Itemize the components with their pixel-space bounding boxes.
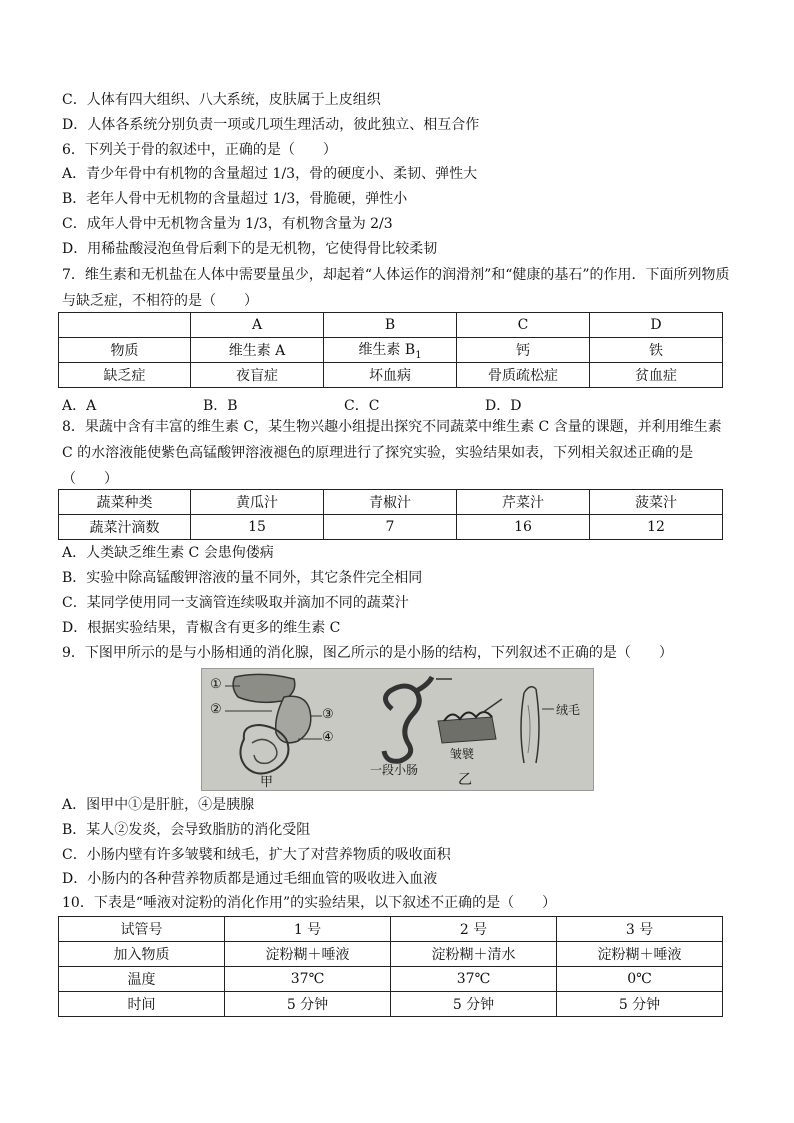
figure-label-segment: 一段小肠 (370, 763, 419, 777)
table-cell: 7 (324, 515, 457, 540)
table-row (59, 313, 723, 338)
vitamin-b-label: 维生素 B (358, 342, 416, 359)
table-row (59, 917, 723, 942)
table-cell: 试管号 (59, 917, 225, 942)
q7-option-d: D．D (485, 398, 522, 414)
table-cell: D (590, 313, 723, 338)
table-cell: 芹菜汁 (457, 490, 590, 515)
q8-option-b: B．实验中除高锰酸钾溶液的量不同外，其它条件完全相同 (62, 570, 423, 586)
q9-option-d: D．小肠内的各种营养物质都是通过毛细血管的吸收进入血液 (62, 871, 438, 887)
q9-option-c: C．小肠内壁有许多皱襞和绒毛，扩大了对营养物质的吸收面积 (62, 847, 451, 863)
table-cell: 菠菜汁 (590, 490, 723, 515)
q10-stem: 10．下表是“唾液对淀粉的消化作用”的实验结果，以下叙述不正确的是（ ） (62, 895, 557, 911)
q7-options (62, 395, 626, 415)
q6-option-c: C．成年人骨中无机物含量为 1/3，有机物含量为 2/3 (62, 216, 393, 232)
table-cell: A (191, 313, 324, 338)
q7-option-c: C．C (344, 398, 380, 414)
figure-label-villus: 绒毛 (556, 703, 581, 717)
figure-label-3: ③ (322, 707, 334, 722)
figure-label-jia: 甲 (260, 775, 274, 790)
table-cell: 2 号 (391, 917, 557, 942)
table-cell: 铁 (590, 338, 723, 363)
q9-option-a: A．图甲中①是肝脏，④是胰腺 (62, 797, 255, 813)
table-cell: 16 (457, 515, 590, 540)
table-cell: 5 分钟 (225, 992, 391, 1017)
table-row (59, 515, 723, 540)
q8-option-c: C．某同学使用同一支滴管连续吸取并滴加不同的蔬菜汁 (62, 595, 409, 611)
table-cell (59, 313, 191, 338)
table-row (59, 967, 723, 992)
table-cell: 3 号 (557, 917, 723, 942)
subscript: 1 (415, 349, 422, 361)
table-cell (324, 338, 457, 363)
q6-option-a: A．青少年骨中有机物的含量超过 1/3，骨的硬度小、柔韧、弹性大 (62, 166, 478, 182)
table-cell: 蔬菜种类 (59, 490, 191, 515)
table-cell: 钙 (457, 338, 590, 363)
table-cell: 37℃ (391, 967, 557, 992)
table-cell: 12 (590, 515, 723, 540)
table-cell: 缺乏症 (59, 363, 191, 388)
figure-label-4: ④ (322, 730, 334, 745)
table-cell: 物质 (59, 338, 191, 363)
table-cell: 温度 (59, 967, 225, 992)
table-cell: B (324, 313, 457, 338)
q7-option-b: B．B (203, 398, 238, 414)
table-cell: 黄瓜汁 (191, 490, 324, 515)
q8-option-a: A．人类缺乏维生素 C 会患佝偻病 (62, 545, 274, 561)
table-cell: 坏血病 (324, 363, 457, 388)
table-cell: 5 分钟 (391, 992, 557, 1017)
table-cell: 维生素 A (191, 338, 324, 363)
figure-label-2: ② (210, 702, 222, 717)
figure-label-fold: 皱襞 (450, 747, 475, 761)
table-cell: 夜盲症 (191, 363, 324, 388)
table-row (59, 363, 723, 388)
figure-label-yi: 乙 (458, 772, 472, 788)
table-row (59, 942, 723, 967)
q7-stem: 7．维生素和无机盐在人体中需要量虽少，却起着“人体运作的润滑剂”和“健康的基石”的作用．下面所列物质与缺乏症，不相符的是（ ） (62, 267, 730, 309)
q8-stem: 8．果蔬中含有丰富的维生素 C，某生物兴趣小组提出探究不同蔬菜中维生素 C 含量的课题，并利用维生素 C 的水溶液能使紫色高锰酸钾溶液褪色的原理进行了探究实验，实验结果如表，下列相关叙述正确的是（ ） (62, 419, 722, 487)
table-cell: 时间 (59, 992, 225, 1017)
table-row (59, 992, 723, 1017)
table-cell: 青椒汁 (324, 490, 457, 515)
table-cell: C (457, 313, 590, 338)
digestive-system-figure (201, 668, 594, 791)
table-cell: 5 分钟 (557, 992, 723, 1017)
q8-option-d: D．根据实验结果，青椒含有更多的维生素 C (62, 620, 341, 636)
table-cell: 0℃ (557, 967, 723, 992)
q8-table (58, 489, 723, 540)
table-row (59, 490, 723, 515)
figure-label-1: ① (210, 677, 222, 692)
q6-stem: 6．下列关于骨的叙述中，正确的是（ ） (62, 142, 337, 158)
table-cell: 加入物质 (59, 942, 225, 967)
table-cell: 淀粉糊＋唾液 (225, 942, 391, 967)
q7-table (58, 312, 723, 388)
q9-stem: 9．下图甲所示的是与小肠相通的消化腺，图乙所示的是小肠的结构，下列叙述不正确的是（ ） (62, 645, 673, 661)
q5-option-d: D．人体各系统分别负责一项或几项生理活动，彼此独立、相互合作 (62, 117, 480, 133)
table-cell: 骨质疏松症 (457, 363, 590, 388)
table-cell: 淀粉糊＋唾液 (557, 942, 723, 967)
q7-option-a: A．A (62, 398, 97, 414)
table-cell: 淀粉糊＋清水 (391, 942, 557, 967)
table-cell: 蔬菜汁滴数 (59, 515, 191, 540)
table-cell: 37℃ (225, 967, 391, 992)
table-cell: 1 号 (225, 917, 391, 942)
q6-option-d: D．用稀盐酸浸泡鱼骨后剩下的是无机物，它使得骨比较柔韧 (62, 241, 438, 257)
q10-table (58, 916, 723, 1017)
table-cell: 15 (191, 515, 324, 540)
q9-option-b: B．某人②发炎，会导致脂肪的消化受阻 (62, 822, 311, 838)
table-row (59, 338, 723, 363)
table-cell: 贫血症 (590, 363, 723, 388)
q6-option-b: B．老年人骨中无机物的含量超过 1/3，骨脆硬，弹性小 (62, 191, 408, 207)
q5-option-c: C．人体有四大组织、八大系统，皮肤属于上皮组织 (62, 92, 381, 108)
